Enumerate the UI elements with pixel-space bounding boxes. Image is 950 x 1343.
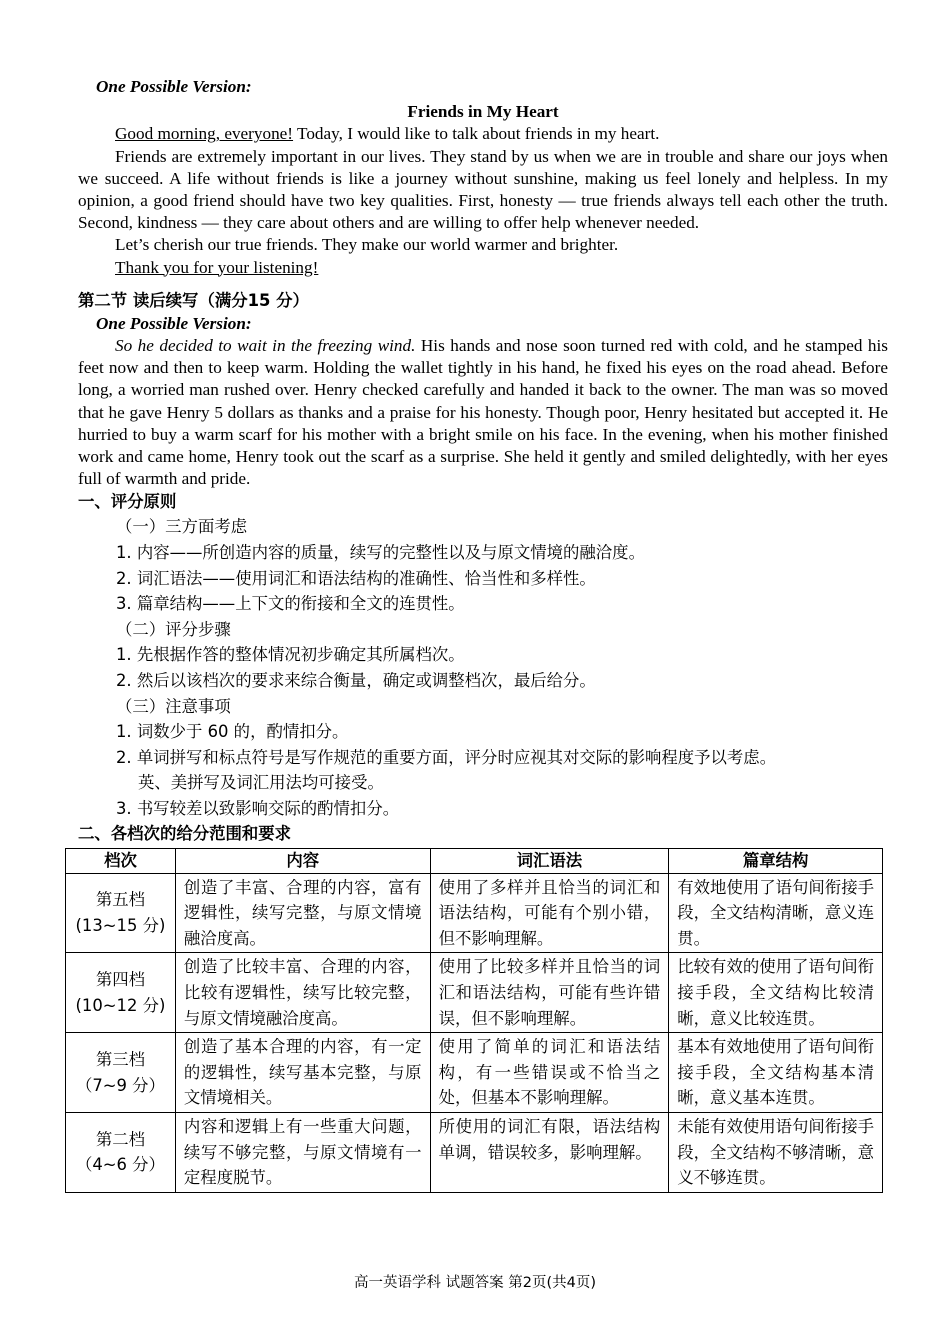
- continuation-body: His hands and nose soon turned red with cold, and he stamped his feet now and then to keep warm. Holding the wallet tightly in his hand, he fixed his eyes on the road ahead. Before long, a worried man rushed over. Henry checked carefully and handed it back to the owner. The man was so moved that he gave Henry 5 dollars as thanks and a praise for his honesty. Though poor, Henry hesitated but accepted it. He hurried to buy a warm scarf for his mother with a bright smile on his face. In the evening, when his mother finished work and came home, Henry took out the scarf as a surprise. She held it gently and smiled delightedly, with her eyes full of warmth and pride.: [78, 336, 888, 489]
- level-name: 第二档: [95, 1129, 146, 1149]
- version-label: One Possible Version:: [96, 313, 252, 333]
- essay-intro: [78, 123, 888, 145]
- list-item: 2. 单词拼写和标点符号是写作规范的重要方面，评分时应视其对交际的影响程度予以考虑。: [116, 747, 777, 767]
- level-cell: [66, 1112, 176, 1192]
- level-name: 第三档: [95, 1049, 146, 1069]
- content-cell: 创造了比较丰富、合理的内容，比较有逻辑性，续写比较完整，与原文情境融洽度高。: [175, 953, 430, 1033]
- structure-cell: 未能有效使用语句间衔接手段，全文结构不够清晰，意义不够连贯。: [669, 1112, 883, 1192]
- list-item: （三）注意事项: [116, 696, 231, 716]
- ranges-heading: 二、各档次的给分范围和要求: [78, 823, 292, 843]
- list-item: 1. 先根据作答的整体情况初步确定其所属档次。: [116, 645, 465, 665]
- level-score: (13~15 分): [75, 915, 166, 935]
- essay-title: Friends in My Heart: [407, 102, 559, 122]
- essay-paragraph: Let’s cherish our true friends. They make our world warmer and brighter.: [115, 235, 619, 255]
- essay-closing: Thank you for your listening!: [115, 257, 319, 277]
- essay-paragraph: Friends are extremely important in our lives. They stand by us when we are in trouble and share our joys when we succeed. A life without friends is like a journey without sunshine, making us feel lonely and helpless. In my opinion, a good friend should have two key qualities. First, honesty — true friends always tell each other the truth. Second, kindness — they care about others and are willing to offer help whenever needed.: [78, 146, 888, 233]
- list-item: 3. 篇章结构——上下文的衔接和全文的连贯性。: [116, 594, 465, 614]
- list-item: 3. 书写较差以致影响交际的酌情扣分。: [116, 798, 400, 818]
- list-item: 2. 然后以该档次的要求来综合衡量，确定或调整档次，最后给分。: [116, 671, 596, 691]
- list-item: 英、美拼写及词汇用法均可接受。: [138, 773, 384, 793]
- level-cell: [66, 953, 176, 1033]
- column-header: 内容: [175, 848, 430, 873]
- grammar-cell: 使用了多样并且恰当的词汇和语法结构，可能有个别小错，但不影响理解。: [430, 873, 669, 953]
- content-cell: 创造了丰富、合理的内容，富有逻辑性，续写完整，与原文情境融洽度高。: [175, 873, 430, 953]
- list-item: （一）三方面考虑: [116, 517, 248, 537]
- table-row: [66, 873, 883, 953]
- page-footer: 高一英语学科 试题答案 第2页(共4页): [354, 1275, 596, 1291]
- grammar-cell: 所使用的词汇有限，语法结构单调，错误较多，影响理解。: [430, 1112, 669, 1192]
- level-score: (10~12 分): [75, 995, 166, 1015]
- structure-cell: 比较有效的使用了语句间衔接手段，全文结构比较清晰，意义比较连贯。: [669, 953, 883, 1033]
- table-row: [66, 953, 883, 1033]
- column-header: 档次: [66, 848, 176, 873]
- principles-heading: 一、评分原则: [78, 492, 177, 512]
- level-name: 第四档: [95, 970, 146, 990]
- table-header-row: [66, 848, 883, 873]
- grammar-cell: 使用了简单的词汇和语法结构，有一些错误或不恰当之处，但基本不影响理解。: [430, 1033, 669, 1113]
- scoring-table: [65, 848, 883, 1193]
- lead-sentence: So he decided to wait in the freezing wind.: [115, 336, 416, 356]
- table-row: [66, 1112, 883, 1192]
- intro-rest: Today, I would like to talk about friends in my heart.: [293, 124, 660, 144]
- level-cell: [66, 873, 176, 953]
- list-item: （二）评分步骤: [116, 619, 231, 639]
- answer-page: [75, 76, 888, 1193]
- section-heading: 第二节 读后续写（满分15 分）: [78, 290, 309, 310]
- level-score: （7~9 分）: [75, 1075, 165, 1095]
- level-name: 第五档: [95, 890, 146, 910]
- continuation-paragraph: [78, 335, 888, 490]
- list-item: 1. 词数少于 60 的，酌情扣分。: [116, 722, 349, 742]
- content-cell: 内容和逻辑上有一些重大问题，续写不够完整，与原文情境有一定程度脱节。: [175, 1112, 430, 1192]
- table-row: [66, 1033, 883, 1113]
- grammar-cell: 使用了比较多样并且恰当的词汇和语法结构，可能有些许错误，但不影响理解。: [430, 953, 669, 1033]
- version-label: One Possible Version:: [96, 77, 252, 96]
- list-item: 2. 词汇语法——使用词汇和语法结构的准确性、恰当性和多样性。: [116, 568, 596, 588]
- list-item: 1. 内容——所创造内容的质量，续写的完整性以及与原文情境的融洽度。: [116, 543, 645, 563]
- column-header: 词汇语法: [430, 848, 669, 873]
- greeting: Good morning, everyone!: [115, 124, 294, 144]
- level-cell: [66, 1033, 176, 1113]
- level-score: （4~6 分）: [75, 1155, 165, 1175]
- principles-list: [78, 514, 888, 821]
- column-header: 篇章结构: [669, 848, 883, 873]
- structure-cell: 基本有效地使用了语句间衔接手段，全文结构基本清晰，意义基本连贯。: [669, 1033, 883, 1113]
- content-cell: 创造了基本合理的内容，有一定的逻辑性，续写基本完整，与原文情境相关。: [175, 1033, 430, 1113]
- structure-cell: 有效地使用了语句间衔接手段，全文结构清晰，意义连贯。: [669, 873, 883, 953]
